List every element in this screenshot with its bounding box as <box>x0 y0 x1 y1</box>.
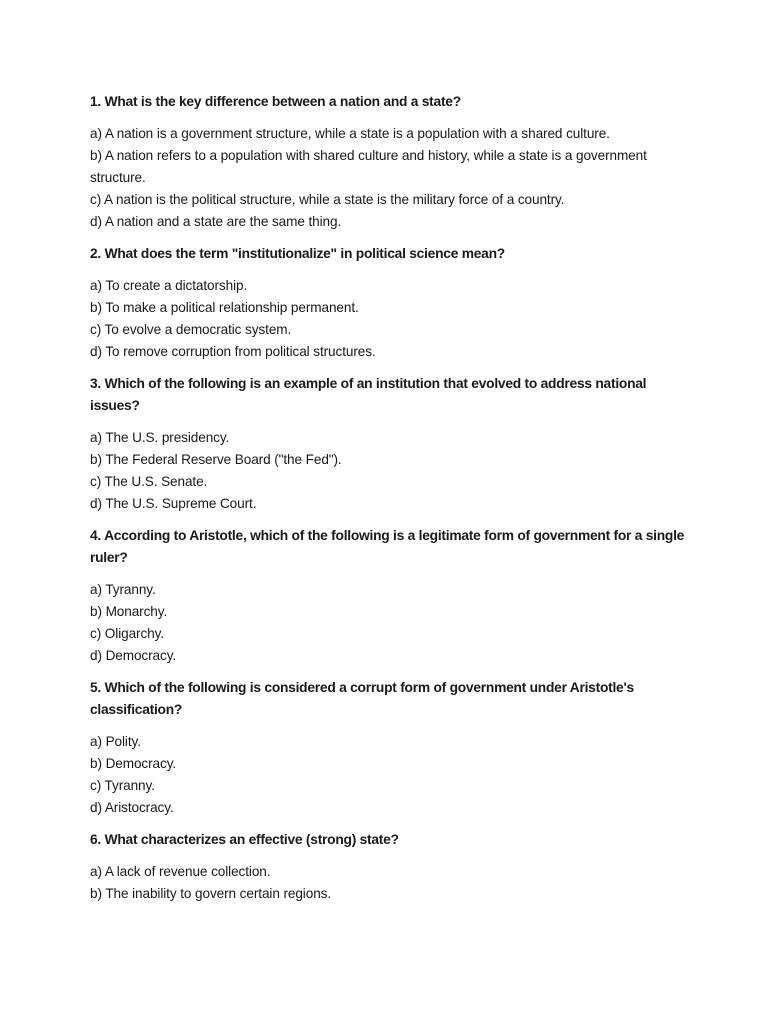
answer-option: b) Monarchy. <box>90 604 168 619</box>
answer-options <box>90 579 690 667</box>
question-text: 6. What characterizes an effective (strong) state? <box>90 832 399 847</box>
answer-option: a) Tyranny. <box>90 582 156 597</box>
answer-options <box>90 427 690 515</box>
answer-option: d) Aristocracy. <box>90 800 174 815</box>
question-text: 3. Which of the following is an example of an institution that evolved to address national issues? <box>90 376 647 413</box>
answer-option: a) A lack of revenue collection. <box>90 864 271 879</box>
answer-option: c) Tyranny. <box>90 778 155 793</box>
answer-option: c) The U.S. Senate. <box>90 474 208 489</box>
question-4 <box>90 525 690 667</box>
answer-option: b) A nation refers to a population with shared culture and history, while a state is a government structure. <box>90 148 647 185</box>
answer-option: d) A nation and a state are the same thing. <box>90 214 342 229</box>
answer-option: d) To remove corruption from political structures. <box>90 344 376 359</box>
answer-options <box>90 275 690 363</box>
question-text: 4. According to Aristotle, which of the following is a legitimate form of government for a single ruler? <box>90 528 685 565</box>
question-text: 2. What does the term "institutionalize" in political science mean? <box>90 246 505 261</box>
answer-option: a) A nation is a government structure, while a state is a population with a shared culture. <box>90 126 610 141</box>
answer-options <box>90 731 690 819</box>
question-text: 1. What is the key difference between a nation and a state? <box>90 94 461 109</box>
question-5 <box>90 677 690 819</box>
answer-options <box>90 123 690 233</box>
answer-option: c) Oligarchy. <box>90 626 164 641</box>
answer-option: d) Democracy. <box>90 648 177 663</box>
answer-option: c) To evolve a democratic system. <box>90 322 292 337</box>
answer-option: d) The U.S. Supreme Court. <box>90 496 257 511</box>
question-1 <box>90 91 690 233</box>
question-6 <box>90 829 690 905</box>
answer-option: c) A nation is the political structure, while a state is the military force of a country. <box>90 192 565 207</box>
answer-option: b) The Federal Reserve Board ("the Fed"). <box>90 452 342 467</box>
question-3 <box>90 373 690 515</box>
quiz-document <box>90 91 690 915</box>
question-text: 5. Which of the following is considered a corrupt form of government under Aristotle's classification? <box>90 680 634 717</box>
answer-option: b) The inability to govern certain regions. <box>90 886 332 901</box>
answer-option: b) Democracy. <box>90 756 177 771</box>
answer-option: b) To make a political relationship permanent. <box>90 300 359 315</box>
answer-option: a) To create a dictatorship. <box>90 278 248 293</box>
answer-option: a) Polity. <box>90 734 141 749</box>
answer-option: a) The U.S. presidency. <box>90 430 230 445</box>
answer-options <box>90 861 690 905</box>
question-2 <box>90 243 690 363</box>
